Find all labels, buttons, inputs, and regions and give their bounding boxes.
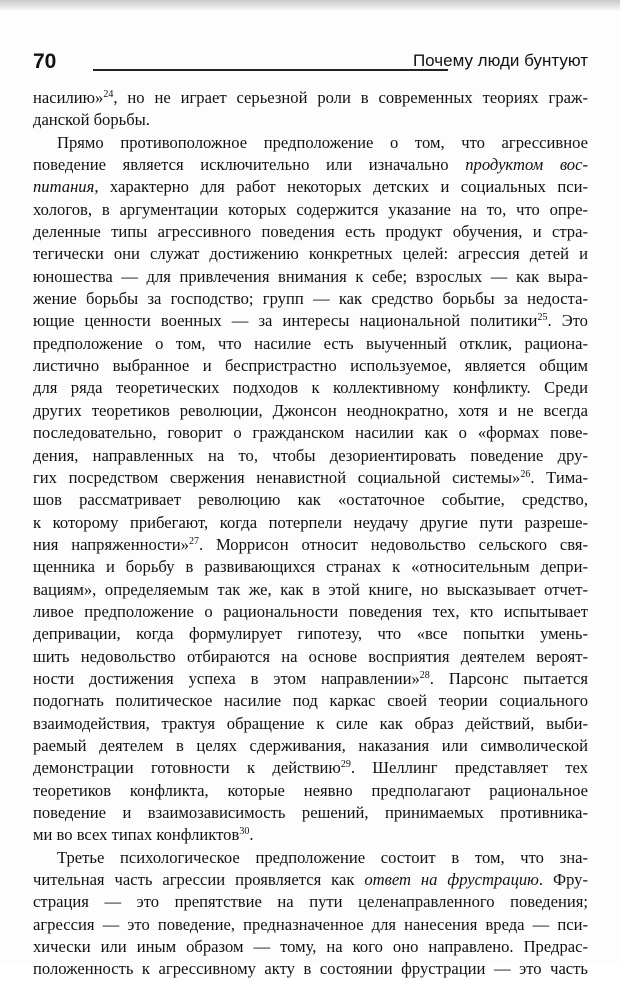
text-span: других теоретиков революции, Джонсон неоднократно, хотя и не всегда [33, 400, 588, 420]
text-span: тегически они служат достижению конкретных целей: агрессия детей и [33, 244, 588, 264]
running-title: Почему люди бунтуют [412, 51, 588, 70]
text-span: чительная часть агрессии проявляется как [33, 870, 365, 890]
text-span: ющие ценности военных — за интересы национальной политики [33, 311, 538, 331]
text-line [33, 176, 588, 198]
text-span: хологов, в аргументации которых содержится указание на то, что опре- [33, 199, 588, 219]
footnote-ref: 24 [103, 89, 114, 100]
footnote-ref: 29 [340, 759, 351, 771]
text-line [33, 646, 588, 668]
text-span: шов рассматривает революцию как «остаточное событие, средство, [33, 490, 588, 510]
text-span: . Парсонс пытается [429, 668, 588, 688]
text-line [33, 266, 588, 288]
text-span: хически или иным образом — тому, на кого оно направлено. Предрас- [33, 937, 588, 957]
text-line [33, 534, 588, 556]
text-span: Прямо противоположное предположение о том, что агрессивное [57, 132, 588, 152]
text-line [33, 690, 588, 712]
text-span: деленные типы агрессивного поведения есть продукт обучения, и стра- [33, 222, 588, 242]
text-line [33, 422, 588, 444]
text-line [33, 824, 588, 846]
text-span: дения, направленных на то, чтобы дезориентировать поведение дру- [33, 445, 588, 465]
text-line [33, 713, 588, 735]
text-span: страция — это препятствие на пути целенаправленного поведения; [33, 892, 588, 912]
text-line [33, 377, 588, 399]
text-span: теоретиков конфликта, которые неявно предполагают рациональное [33, 780, 588, 800]
text-line [33, 869, 588, 891]
text-span: Третье психологическое предположение состоит в том, что зна- [57, 847, 588, 867]
text-span: ми во всех типах конфликтов [33, 825, 240, 845]
text-line [33, 757, 588, 779]
text-span: . Шеллинг представляет тех [350, 758, 588, 778]
text-line [33, 445, 588, 467]
text-span: насилию» [33, 88, 104, 107]
page-header [33, 50, 588, 78]
text-line [33, 556, 588, 578]
text-span: . [249, 825, 254, 845]
text-line [33, 132, 588, 154]
text-span: подогнать политическое насилие под каркас своей теории социального [33, 691, 588, 711]
text-line [33, 601, 588, 623]
text-line [33, 512, 588, 534]
text-line [33, 847, 588, 869]
page-number: 70 [33, 50, 57, 73]
body-text [33, 87, 588, 981]
text-span: . Тима- [530, 467, 588, 487]
text-span: взаимодействия, трактуя обращение к силе как образ действий, выби- [33, 713, 588, 733]
footnote-ref: 27 [188, 535, 199, 547]
text-span: к которому прибегают, когда потерпели неудачу другие пути разреше- [33, 512, 588, 532]
text-span: для ряда теоретических подходов к коллективному конфликту. Среди [33, 378, 588, 398]
text-span: , но не играет серьезной роли в современных теориях граж- [113, 88, 588, 107]
text-span: . Фру- [538, 870, 588, 890]
text-span: поведение является исключительно или изначально [33, 155, 466, 175]
text-line [33, 400, 588, 422]
text-line [33, 87, 588, 109]
footnote-ref: 30 [239, 826, 250, 838]
text-span: данской борьбы. [33, 110, 150, 130]
text-span: вациям», определяемым так же, как в этой книге, но высказывает отчет- [33, 579, 588, 599]
text-span: поведение и взаимозависимость решений, принимаемых противника- [33, 803, 588, 822]
text-line [33, 109, 588, 131]
text-line [33, 489, 588, 511]
text-line [33, 333, 588, 355]
text-span: ности достижения успеха в этом направлении» [33, 668, 420, 688]
text-span: гих посредством свержения ненавистной социальной системы» [33, 467, 521, 487]
text-line [33, 958, 588, 980]
text-span: депривации, когда формулирует гипотезу, что «все попытки умень- [33, 624, 588, 644]
text-line [33, 914, 588, 936]
scan-edge [0, 0, 620, 12]
text-span: юношества — для привлечения внимания к себе; взрослых — как выра- [33, 266, 588, 286]
text-span: последовательно, говорит о гражданском насилии как о «формах пове- [33, 423, 588, 443]
text-span: предположение о том, что насилие есть выученный отклик, рациона- [33, 333, 588, 353]
text-span: . Моррисон относит недовольство сельского свя- [198, 534, 588, 554]
text-line [33, 355, 588, 377]
footnote-ref: 26 [520, 468, 531, 480]
text-line [33, 668, 588, 690]
text-line [33, 221, 588, 243]
text-span: демонстрации готовности к действию [33, 758, 341, 778]
text-line [33, 735, 588, 757]
footnote-ref: 25 [537, 312, 548, 324]
text-line [33, 936, 588, 958]
text-line [33, 288, 588, 310]
text-span: положенность к агрессивному акту в состоянии фрустрации — это часть [33, 959, 588, 979]
text-span: . Это [547, 311, 588, 331]
text-line [33, 154, 588, 176]
text-span: ливое предположение о рациональности поведения тех, кто испытывает [33, 601, 588, 621]
text-span: ния напряженности» [33, 534, 189, 554]
text-span: листично выбранное и беспристрастно используемое, является общим [33, 356, 588, 376]
footnote-ref: 28 [419, 669, 430, 681]
text-line [33, 780, 588, 802]
italic-text: питания [33, 177, 95, 197]
text-line [33, 243, 588, 265]
italic-text: продуктом вос- [465, 155, 588, 175]
text-span: щенника и борьбу в развивающихся странах к «относительным депри- [33, 557, 588, 577]
text-line [33, 310, 588, 332]
text-line [33, 891, 588, 913]
text-span: жение борьбы за господство; групп — как средство борьбы за недоста- [33, 289, 588, 309]
text-line [33, 579, 588, 601]
text-line [33, 467, 588, 489]
text-line [33, 199, 588, 221]
text-span: раемый деятелем в целях сдерживания, наказания или символической [33, 735, 588, 755]
text-span: агрессия — это поведение, предназначенное для нанесения вреда — пси- [33, 914, 588, 934]
header-rule [93, 69, 448, 71]
text-span: , характерно для работ некоторых детских и социальных пси- [94, 177, 588, 197]
italic-text: ответ на фрустрацию [364, 870, 539, 890]
text-line [33, 623, 588, 645]
text-line [33, 802, 588, 824]
text-span: шить недовольство отбираются на основе восприятия деятелем вероят- [33, 646, 588, 666]
